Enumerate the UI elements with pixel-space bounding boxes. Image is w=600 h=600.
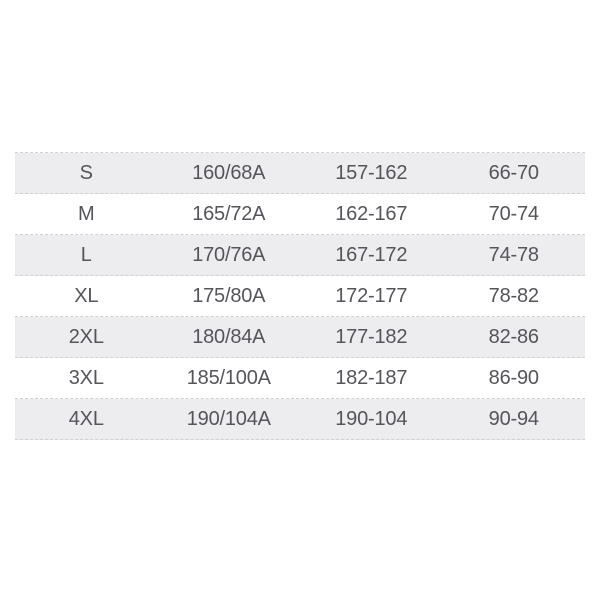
- range2-cell: 82-86: [488, 325, 539, 348]
- size-cell: 4XL: [68, 407, 104, 430]
- size-cell: M: [78, 202, 95, 225]
- range1-cell: 167-172: [335, 243, 408, 266]
- range1-cell: 177-182: [335, 325, 408, 348]
- spec-cell: 190/104A: [186, 407, 271, 430]
- range1-cell: 182-187: [335, 366, 408, 389]
- spec-cell: 185/100A: [186, 366, 271, 389]
- spec-cell: 160/68A: [192, 161, 266, 184]
- table-row: [15, 235, 585, 276]
- range2-cell: 66-70: [488, 161, 539, 184]
- size-cell: XL: [74, 284, 99, 307]
- range1-cell: 190-104: [335, 407, 408, 430]
- range1-cell: 172-177: [335, 284, 408, 307]
- spec-cell: 180/84A: [192, 325, 266, 348]
- table-row: [15, 358, 585, 399]
- range2-cell: 90-94: [488, 407, 539, 430]
- range2-cell: 74-78: [488, 243, 539, 266]
- size-cell: L: [80, 243, 92, 266]
- size-cell: S: [79, 161, 93, 184]
- spec-cell: 170/76A: [192, 243, 266, 266]
- size-cell: 3XL: [68, 366, 104, 389]
- range1-cell: 157-162: [335, 161, 408, 184]
- range2-cell: 78-82: [488, 284, 539, 307]
- size-chart-table: [15, 152, 585, 440]
- table-row: [15, 153, 585, 194]
- table-row: [15, 399, 585, 440]
- size-cell: 2XL: [68, 325, 104, 348]
- range1-cell: 162-167: [335, 202, 408, 225]
- spec-cell: 165/72A: [192, 202, 266, 225]
- table-row: [15, 194, 585, 235]
- table-row: [15, 276, 585, 317]
- range2-cell: 70-74: [488, 202, 539, 225]
- table-row: [15, 317, 585, 358]
- range2-cell: 86-90: [488, 366, 539, 389]
- spec-cell: 175/80A: [192, 284, 266, 307]
